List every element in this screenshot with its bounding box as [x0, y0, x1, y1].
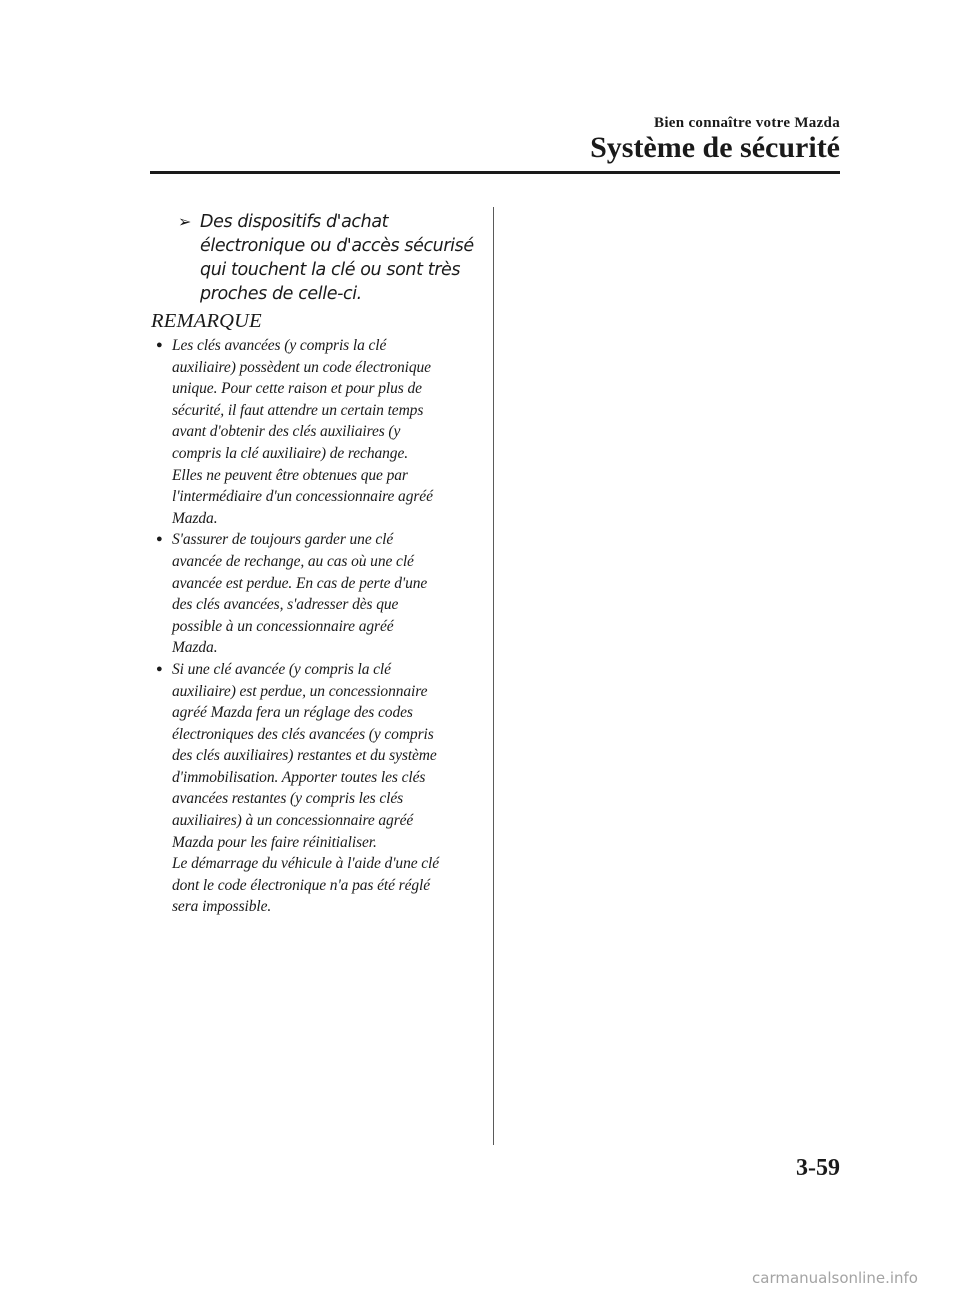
- watermark: carmanualsonline.info: [752, 1269, 918, 1287]
- note-line: électroniques des clés avancées (y compris: [172, 725, 434, 743]
- note-line: possible à un concessionnaire agréé: [172, 617, 394, 635]
- page-number: 3-59: [796, 1155, 840, 1181]
- bullet-dot-icon: ●: [156, 662, 163, 675]
- note-line: auxiliaire) possèdent un code électronique: [172, 358, 431, 376]
- note-line: sera impossible.: [172, 898, 272, 916]
- header-rule: [150, 171, 840, 174]
- note-line: Elles ne peuvent être obtenues que par: [172, 466, 408, 484]
- note-item: [151, 529, 481, 659]
- note-line: Mazda.: [172, 639, 218, 657]
- note-line: des clés avancées, s'adresser dès que: [172, 596, 399, 614]
- note-text: [172, 335, 433, 529]
- note-line: dont le code électronique n'a pas été réglé: [172, 876, 430, 894]
- note-line: Mazda.: [172, 509, 218, 527]
- note-line: auxiliaire) est perdue, un concessionnaire: [172, 682, 428, 700]
- note-item: [151, 335, 481, 529]
- note-text: [172, 659, 439, 918]
- arrow-right-icon: ➢: [178, 214, 192, 231]
- note-line: avant d'obtenir des clés auxiliaires (y: [172, 423, 401, 441]
- note-line: l'intermédiaire d'un concessionnaire agréé: [172, 488, 433, 506]
- note-item: [151, 659, 481, 918]
- note-line: d'immobilisation. Apporter toutes les clés: [172, 768, 426, 786]
- note-line: sécurité, il faut attendre un certain temps: [172, 401, 424, 419]
- note-line: Les clés avancées (y compris la clé: [172, 337, 387, 354]
- note-line: des clés auxiliaires) restantes et du système: [172, 747, 437, 765]
- note-line: Mazda pour les faire réinitialiser.: [172, 833, 377, 851]
- warning-line: Des dispositifs d'achat: [200, 212, 389, 232]
- header-subtitle: Bien connaître votre Mazda: [654, 115, 840, 131]
- note-line: Le démarrage du véhicule à l'aide d'une clé: [172, 855, 440, 873]
- note-text: [172, 529, 427, 659]
- bullet-dot-icon: ●: [156, 533, 163, 546]
- bullet-dot-icon: ●: [156, 339, 163, 351]
- warning-item: [178, 210, 483, 306]
- note-line: auxiliaires) à un concessionnaire agréé: [172, 812, 414, 830]
- page-title: Système de sécurité: [590, 131, 840, 164]
- note-line: avancées restantes (y compris les clés: [172, 790, 404, 808]
- note-line: avancée est perdue. En cas de perte d'une: [172, 574, 428, 592]
- note-line: avancée de rechange, au cas où une clé: [172, 552, 414, 570]
- note-line: unique. Pour cette raison et pour plus de: [172, 380, 422, 398]
- column-divider: [493, 207, 494, 1145]
- note-line: agréé Mazda fera un réglage des codes: [172, 704, 413, 722]
- warning-text: [200, 210, 474, 306]
- note-line: S'assurer de toujours garder une clé: [172, 531, 394, 549]
- warning-line: proches de celle-ci.: [200, 284, 362, 304]
- note-line: compris la clé auxiliaire) de rechange.: [172, 444, 408, 462]
- note-list: [151, 335, 481, 918]
- warning-line: qui touchent la clé ou sont très: [200, 260, 461, 280]
- warning-line: électronique ou d'accès sécurisé: [200, 236, 474, 256]
- note-line: Si une clé avancée (y compris la clé: [172, 660, 391, 678]
- note-heading: REMARQUE: [151, 310, 262, 332]
